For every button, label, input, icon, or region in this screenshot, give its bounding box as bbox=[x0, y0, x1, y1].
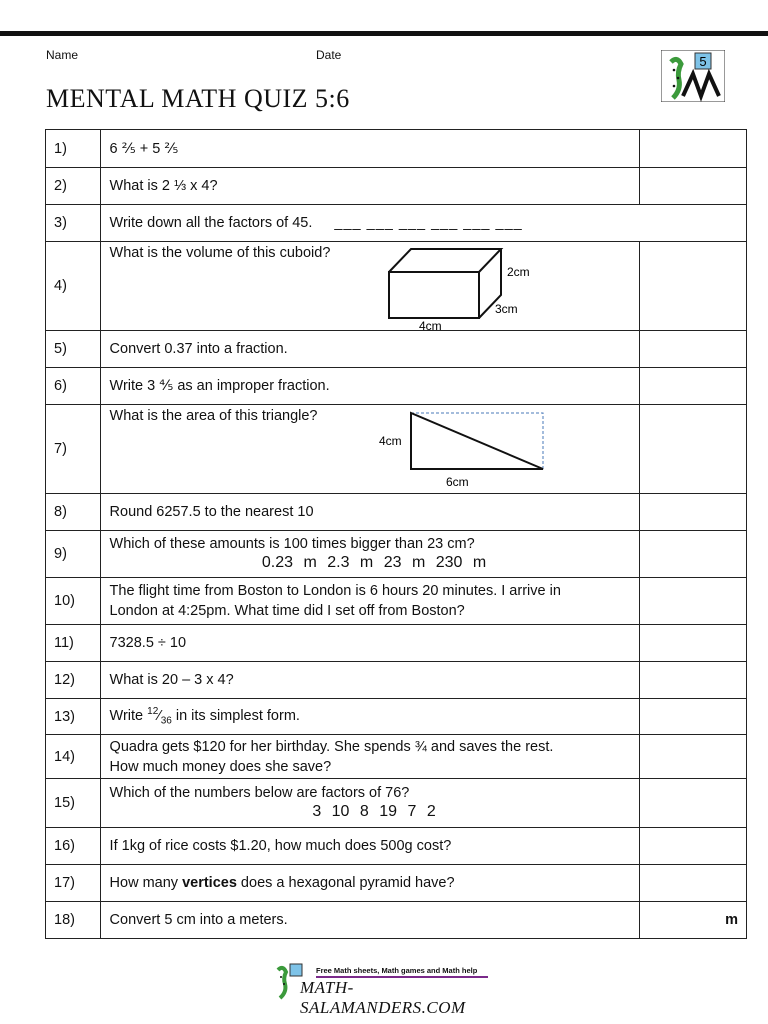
fraction-numerator: 12 bbox=[147, 706, 159, 718]
answer-box[interactable] bbox=[639, 531, 746, 578]
answer-box[interactable] bbox=[639, 662, 746, 699]
answer-box[interactable] bbox=[639, 242, 746, 331]
triangle-diagram bbox=[376, 408, 556, 492]
question-cell bbox=[100, 865, 639, 902]
question-cell bbox=[100, 205, 746, 242]
question-number: 6) bbox=[46, 368, 101, 405]
answer-box[interactable] bbox=[639, 578, 746, 625]
top-rule bbox=[0, 31, 768, 36]
question-row-12 bbox=[46, 662, 747, 699]
cuboid-height-label: 2cm bbox=[506, 265, 530, 279]
cuboid-depth-label: 3cm bbox=[494, 302, 518, 316]
fraction-slash: ⁄ bbox=[158, 707, 161, 724]
question-text: 6 ⅖ + 5 ⅖ bbox=[100, 130, 639, 168]
question-text: Which of these amounts is 100 times bigger than 23 cm? bbox=[109, 536, 475, 552]
question-row-3 bbox=[46, 205, 747, 242]
question-text: Convert 0.37 into a fraction. bbox=[100, 331, 639, 368]
answer-box[interactable] bbox=[639, 828, 746, 865]
cuboid-front-face bbox=[389, 272, 479, 318]
question-row-16 bbox=[46, 828, 747, 865]
answer-box[interactable] bbox=[639, 405, 746, 494]
quiz-table bbox=[45, 129, 747, 939]
date-label: Date bbox=[316, 48, 342, 62]
question-text-after: does a hexagonal pyramid have? bbox=[236, 875, 455, 891]
question-text: What is 2 ⅓ x 4? bbox=[100, 168, 639, 205]
page-title: MENTAL MATH QUIZ 5:6 bbox=[46, 84, 350, 113]
question-text: What is the volume of this cuboid? bbox=[109, 245, 331, 261]
question-text: Which of the numbers below are factors of 76? bbox=[109, 785, 410, 801]
footer-tagline: Free Math sheets, Math games and Math help bbox=[316, 966, 478, 975]
answer-box[interactable] bbox=[639, 902, 746, 939]
question-number: 1) bbox=[46, 130, 101, 168]
question-number: 5) bbox=[46, 331, 101, 368]
name-label: Name bbox=[46, 48, 79, 62]
question-row-10 bbox=[46, 578, 747, 625]
question-row-2 bbox=[46, 168, 747, 205]
question-text: If 1kg of rice costs $1.20, how much does 500g cost? bbox=[100, 828, 639, 865]
question-text-before: How many bbox=[109, 875, 183, 891]
question-cell bbox=[100, 405, 639, 494]
question-number: 13) bbox=[46, 699, 101, 735]
footer-logo bbox=[272, 962, 500, 1017]
answer-box[interactable] bbox=[639, 368, 746, 405]
question-text: Round 6257.5 to the nearest 10 bbox=[100, 494, 639, 531]
math-salamanders-logo bbox=[661, 50, 725, 102]
answer-box[interactable] bbox=[639, 331, 746, 368]
question-row-7 bbox=[46, 405, 747, 494]
question-row-5 bbox=[46, 331, 747, 368]
question-number: 3) bbox=[46, 205, 101, 242]
cuboid-top-edges bbox=[389, 249, 501, 272]
fraction-denominator: 36 bbox=[160, 715, 172, 727]
question-text: 7328.5 ÷ 10 bbox=[100, 625, 639, 662]
cuboid-width-label: 4cm bbox=[418, 319, 442, 330]
question-row-9 bbox=[46, 531, 747, 578]
question-text-after: in its simplest form. bbox=[171, 707, 300, 724]
answer-unit: m bbox=[725, 912, 738, 928]
footer-site-name[interactable]: MATH-SALAMANDERS.COM bbox=[300, 978, 466, 1017]
question-number: 15) bbox=[46, 779, 101, 828]
question-text-line2: How much money does she save? bbox=[109, 758, 332, 775]
question-text-line2: London at 4:25pm. What time did I set off from Boston? bbox=[109, 603, 465, 619]
question-row-18 bbox=[46, 902, 747, 939]
question-row-14 bbox=[46, 735, 747, 779]
question-cell bbox=[100, 531, 639, 578]
question-number: 18) bbox=[46, 902, 101, 939]
question-text: Convert 5 cm into a meters. bbox=[100, 902, 639, 939]
question-number: 7) bbox=[46, 405, 101, 494]
answer-box[interactable] bbox=[639, 865, 746, 902]
factor-blanks[interactable]: ___ ___ ___ ___ ___ ___ bbox=[334, 215, 523, 231]
number-options: 3 10 8 19 7 2 bbox=[312, 803, 436, 820]
answer-options: 0.23 m 2.3 m 23 m 230 m bbox=[261, 554, 487, 571]
question-cell bbox=[100, 735, 639, 779]
question-text: What is 20 – 3 x 4? bbox=[100, 662, 639, 699]
question-number: 2) bbox=[46, 168, 101, 205]
triangle-base-label: 6cm bbox=[445, 475, 469, 489]
question-cell bbox=[100, 699, 639, 735]
question-text: Write down all the factors of 45. bbox=[109, 215, 313, 231]
answer-box[interactable] bbox=[639, 699, 746, 735]
question-keyword: vertices bbox=[182, 875, 237, 891]
answer-box[interactable] bbox=[639, 494, 746, 531]
right-triangle bbox=[411, 413, 543, 469]
question-number: 17) bbox=[46, 865, 101, 902]
question-number: 16) bbox=[46, 828, 101, 865]
answer-box[interactable] bbox=[639, 168, 746, 205]
question-row-17 bbox=[46, 865, 747, 902]
question-text: Write 3 ⅘ as an improper fraction. bbox=[100, 368, 639, 405]
question-row-1 bbox=[46, 130, 747, 168]
answer-box[interactable] bbox=[639, 625, 746, 662]
question-cell bbox=[100, 779, 639, 828]
question-cell bbox=[100, 242, 639, 331]
question-row-15 bbox=[46, 779, 747, 828]
answer-box[interactable] bbox=[639, 779, 746, 828]
question-text-before: Write bbox=[109, 707, 148, 724]
question-text: The flight time from Boston to London is 6 hours 20 minutes. I arrive in bbox=[109, 583, 561, 599]
question-number: 8) bbox=[46, 494, 101, 531]
question-row-13 bbox=[46, 699, 747, 735]
question-cell bbox=[100, 578, 639, 625]
question-text: What is the area of this triangle? bbox=[109, 408, 318, 424]
question-row-8 bbox=[46, 494, 747, 531]
question-text: Quadra gets $120 for her birthday. She spends ¾ and saves the rest. bbox=[109, 738, 554, 755]
question-row-6 bbox=[46, 368, 747, 405]
question-number: 9) bbox=[46, 531, 101, 578]
question-number: 11) bbox=[46, 625, 101, 662]
question-number: 14) bbox=[46, 735, 101, 779]
question-row-11 bbox=[46, 625, 747, 662]
answer-box[interactable] bbox=[639, 130, 746, 168]
triangle-height-label: 4cm bbox=[378, 434, 402, 448]
question-number: 10) bbox=[46, 578, 101, 625]
question-number: 4) bbox=[46, 242, 101, 331]
answer-box[interactable] bbox=[639, 735, 746, 779]
cuboid-diagram bbox=[386, 244, 566, 330]
question-row-4 bbox=[46, 242, 747, 331]
question-number: 12) bbox=[46, 662, 101, 699]
logo-badge-number: 5 bbox=[699, 54, 707, 69]
